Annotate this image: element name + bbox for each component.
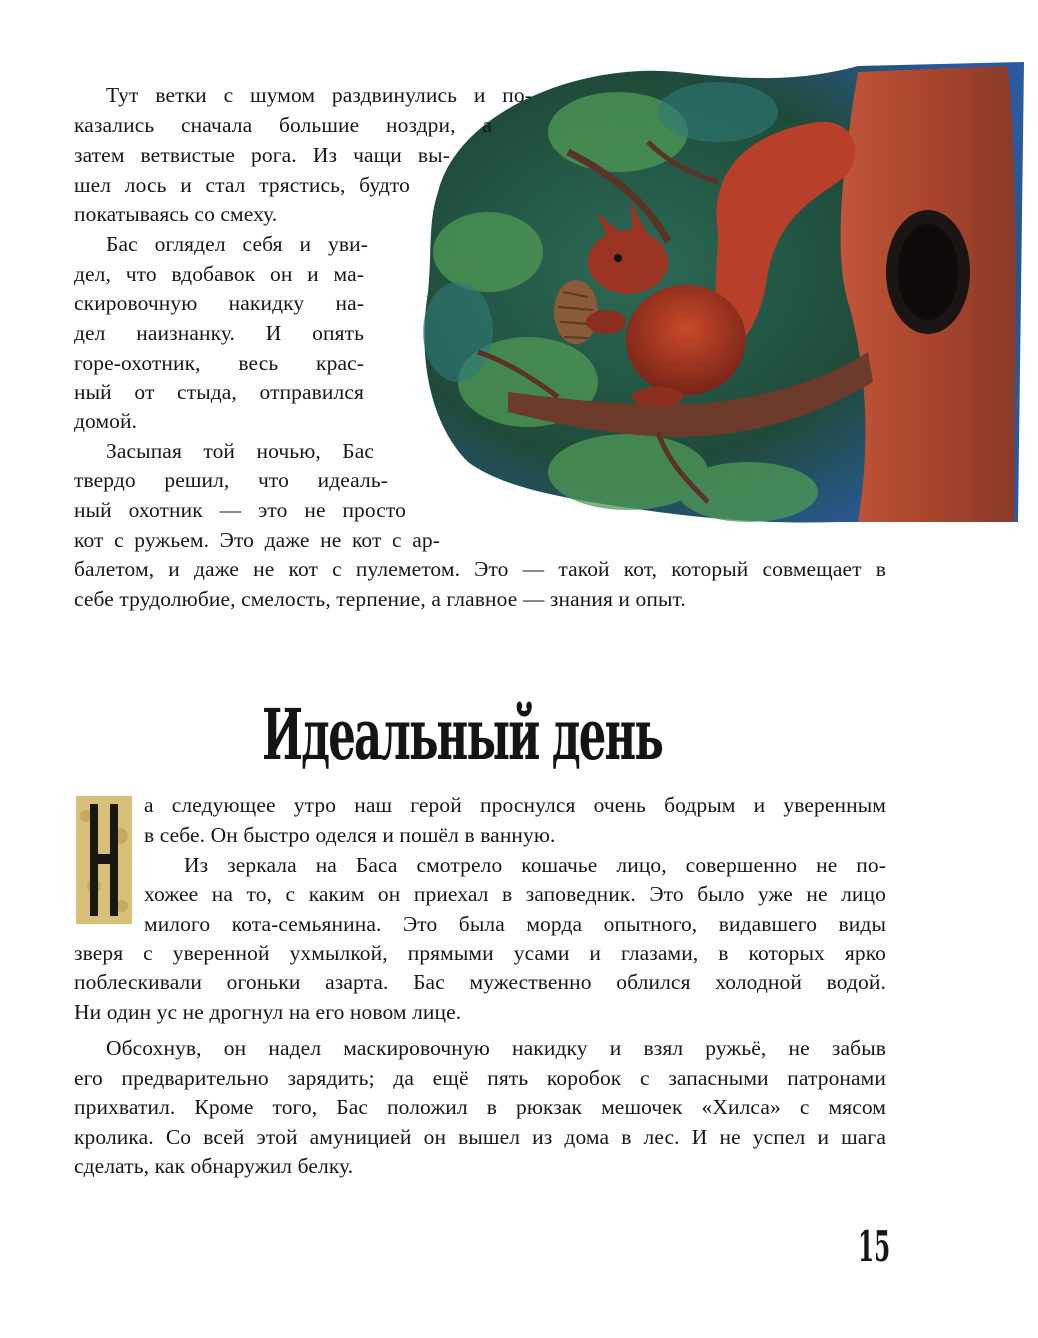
- text-line: а следующее утро наш герой проснулся очень бодрым и уверенным: [144, 793, 886, 817]
- text-line: себе трудолюбие, смелость, терпение, а главное — знания и опыт.: [74, 587, 686, 611]
- text-line: ный охотник — это не просто: [74, 498, 406, 522]
- text-line: скировочную накидку на-: [74, 291, 364, 315]
- text-line: балетом, и даже не кот с пулеметом. Это — такой кот, который совмещает в: [74, 557, 886, 581]
- text-line: казались сначала большие ноздри, а: [74, 113, 492, 137]
- text-line: милого кота-семьянина. Это была морда опытного, видавшего виды: [144, 912, 886, 936]
- text-line: дел, что вдобавок он и ма-: [74, 262, 364, 286]
- text-line: покатываясь со смеху.: [74, 202, 278, 226]
- text-line: Ни один ус не дрогнул на его новом лице.: [74, 1000, 462, 1024]
- text-line: ный от стыда, отправился: [74, 380, 364, 404]
- text-line: дел наизнанку. И опять: [74, 321, 364, 345]
- text-line: Засыпая той ночью, Бас: [106, 439, 374, 463]
- text-line: Из зеркала на Баса смотрело кошачье лицо, совершенно не по-: [184, 853, 886, 877]
- text-line: зверя с уверенной ухмылкой, прямыми усами и глазами, в которых ярко: [74, 941, 886, 965]
- text-line: затем ветвистые рога. Из чащи вы-: [74, 143, 450, 167]
- text-line: хожее на то, с каким он приехал в заповедник. Это было уже не лицо: [144, 882, 886, 906]
- squirrel-illustration: [418, 52, 1024, 528]
- page-number: 15: [858, 1222, 891, 1271]
- chapter-title: Идеальный день: [262, 693, 663, 776]
- text-line: Бас оглядел себя и уви-: [106, 232, 368, 256]
- text-line: кролика. Со всей этой амуницией он вышел из дома в лес. И не успел и шага: [74, 1125, 886, 1149]
- text-line: Тут ветки с шумом раздвинулись и по-: [106, 83, 532, 107]
- text-line: его предварительно зарядить; да ещё пять коробок с запасными патронами: [74, 1066, 886, 1090]
- text-line: в себе. Он быстро оделся и пошёл в ванную.: [144, 823, 556, 847]
- text-line: шел лось и стал трястись, будто: [74, 173, 410, 197]
- text-line: кот с ружьем. Это даже не кот с ар-: [74, 528, 440, 552]
- text-line: поблескивали огоньки азарта. Бас мужественно облился холодной водой.: [74, 970, 886, 994]
- text-line: прихватил. Кроме того, Бас положил в рюкзак мешочек «Хилса» с мясом: [74, 1095, 886, 1119]
- text-line: горе-охотник, весь крас-: [74, 351, 364, 375]
- dropcap-letter-image: [76, 796, 132, 924]
- text-line: домой.: [74, 409, 138, 433]
- text-line: Обсохнув, он надел маскировочную накидку и взял ружьё, не забыв: [106, 1036, 886, 1060]
- text-line: сделать, как обнаружил белку.: [74, 1154, 354, 1178]
- text-line: твердо решил, что идеаль-: [74, 468, 388, 492]
